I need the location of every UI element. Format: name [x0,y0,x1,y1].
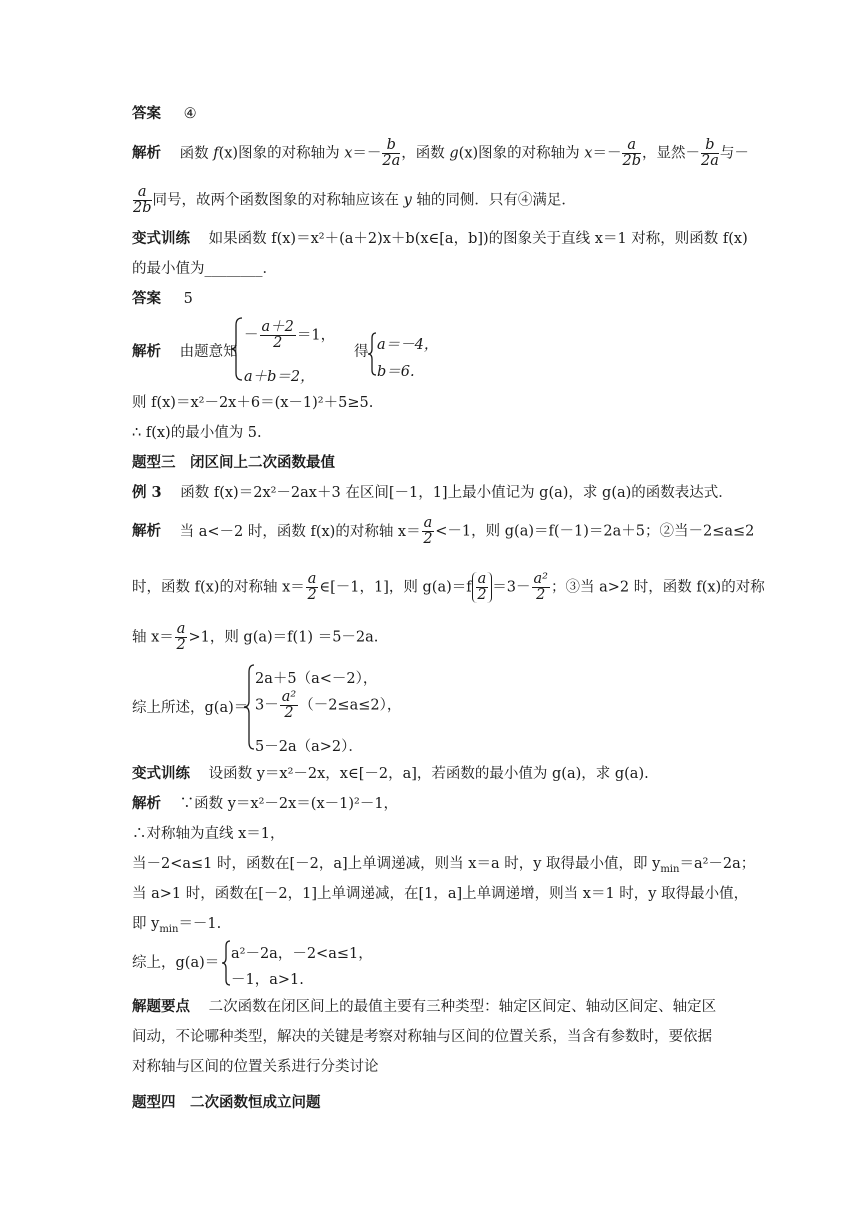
text: >1，则 g(a)＝f(1) ＝5－2a. [188,629,379,646]
var: g [449,145,459,162]
text: 当－2<a≤1 时，函数在[－2，a]上单调递减，则当 x＝a 时，y 取得最小值，即 y [132,856,661,872]
section-4-title: 题型四 二次函数恒成立问题 [132,1094,321,1111]
variant-text: 如果函数 f(x)＝x²＋(a＋2)x＋b(x∈[a，b])的图象关于直线 x＝1 对称，则函数 f(x) [208,231,748,247]
text: － [244,327,259,344]
text: 与－ [719,145,749,162]
var: x [584,145,593,162]
key-points-line-2: 间动，不论哪种类型，解决的关键是考察对称轴与区间的位置关系，当含有参数时，要依据 [132,1029,712,1045]
result-row-1: a＝－4， [377,337,439,353]
solution-4-line-3 [132,856,756,875]
text: ，函数 [401,145,450,162]
fraction: $\frac{a+2}{2}$ [261,319,294,352]
variant-text: 设函数 y＝x²－2x，x∈[－2，a]，若函数的最小值为 g(a)，求 g(a). [208,766,649,782]
fraction: $\frac{a}{2}$ [307,571,317,604]
solution-4-line-2: ∴对称轴为直线 x＝1， [132,826,285,842]
left-brace-icon [221,940,231,986]
example-label: 例 3 [132,484,162,501]
answer-value: 5 [183,291,193,307]
case-2-2: －1，a>1. [231,972,304,988]
answer-label: 答案 [132,105,161,122]
text: ＝1， [296,327,336,344]
paren-fraction: $\frac{a}{2}$ [472,572,493,603]
var: x [344,145,353,162]
answer-label: 答案 [132,290,161,307]
answer-2 [132,292,193,307]
text: ∈[－1，1]，则 g(a)＝f [319,579,472,596]
text: ＝－ [352,145,382,162]
text: （－2≤a≤2）， [299,697,402,714]
variant-1-line-2 [132,262,277,277]
text: <－1，则 g(a)＝f(－1)＝2a＋5；②当－2≤a≤2 [435,523,755,540]
result-row-2: b＝6. [377,364,415,380]
de-label: 得 [354,344,369,360]
key-points-line-1 [132,1000,716,1015]
text: 时，函数 f(x)的对称轴 x＝ [132,579,305,596]
left-brace-icon [243,664,255,750]
solution-1-line-2 [132,185,576,216]
text: ＝－1. [178,916,222,932]
summary-2-label: 综上，g(a)＝ [132,955,220,971]
fraction: $\frac{a}{2}$ [423,515,433,548]
example-text: 函数 f(x)＝2x²－2ax＋3 在区间[－1，1]上最小值记为 g(a)，求 g(a)的函数表达式． [180,485,733,501]
key-points-line-3: 对称轴与区间的位置关系进行分类讨论 [132,1059,379,1075]
case-2 [255,690,401,721]
solution-label: 解析 [132,795,161,812]
text: ＝a²－2a； [679,856,756,872]
text: ，显然－ [641,145,700,162]
example-3 [132,486,733,501]
solution-2-line-3: 则 f(x)＝x²－2x＋6＝(x－1)²＋5≥5. [132,395,374,411]
text: 当 a<－2 时，函数 f(x)的对称轴 x＝ [179,523,421,540]
answer-value: ④ [183,106,197,122]
solution-1-line-1 [132,138,749,169]
variant-label: 变式训练 [132,230,190,247]
variant-2 [132,767,649,782]
left-brace-icon [230,317,244,381]
text: 3－ [255,697,279,714]
section-3-title: 题型三 闭区间上二次函数最值 [132,454,335,471]
solution-2-lead [132,345,238,360]
solution-4-line-4: 当 a>1 时，函数在[－2，1]上单调递减，在[1，a]上单调递增，则当 x＝1 时，y 取得最小值， [132,886,749,902]
text: 由题意知 [179,344,238,360]
summary-label: 综上所述，g(a)＝ [132,700,249,716]
key-label: 解题要点 [132,998,190,1015]
text: 函数 [179,145,214,162]
var: (x) [458,145,479,162]
variant-text: 的最小值为________． [132,261,277,277]
text: 同号，故两个函数图象的对称轴应该在 [152,192,404,209]
case-3: 5－2a（a>2）． [255,739,363,755]
text: 二次函数在闭区间上的最值主要有三种类型：轴定区间定、轴动区间定、轴定区 [208,999,717,1015]
text: 图象的对称轴为 [478,145,585,162]
system-row-2: a＋b＝2， [244,369,315,385]
text: ；③当 a>2 时，函数 f(x)的对称 [551,579,765,596]
text: ＝－ [592,145,622,162]
text: 图象的对称轴为 [238,145,345,162]
fraction: $\frac{b}{2a}$ [700,137,719,170]
solution-label: 解析 [132,522,161,540]
left-brace-icon [367,332,377,376]
text: 即 y [132,916,160,932]
fraction: $\frac{a}{2b}$ [622,137,641,170]
solution-4-line-1 [132,797,398,812]
text: 轴的同侧．只有④满足． [411,192,576,209]
system-row-1 [244,320,335,351]
case-1: 2a＋5（a<－2）， [255,671,378,687]
solution-3-line-1 [132,516,754,547]
text: ＝3－ [492,579,531,596]
solution-4-line-5 [132,916,222,935]
var: y [403,192,412,209]
solution-3-line-2 [132,572,765,603]
fraction: $\frac{b}{2a}$ [382,137,401,170]
text: 轴 x＝ [132,629,174,646]
variant-label: 变式训练 [132,765,190,782]
solution-label: 解析 [132,144,161,162]
fraction: $\frac{\text{a²}}{2}$ [533,571,548,604]
var: (x) [218,145,239,162]
fraction: $\frac{\text{a²}}{2}$ [281,689,297,722]
solution-3-line-3 [132,622,378,653]
var: f [213,145,219,162]
case-2-1: a²－2a，－2<a≤1， [231,946,373,962]
text: ∵函数 y＝x²－2x＝(x－1)²－1， [179,796,399,812]
answer-1 [132,107,197,122]
solution-label: 解析 [132,343,161,360]
solution-2-line-4: ∴ f(x)的最小值为 5. [132,425,262,441]
subscript: min [660,863,680,875]
fraction: $\frac{a}{2b}$ [133,184,152,217]
variant-1-line-1 [132,232,748,247]
fraction: $\frac{a}{2}$ [176,621,186,654]
subscript: min [159,923,179,935]
